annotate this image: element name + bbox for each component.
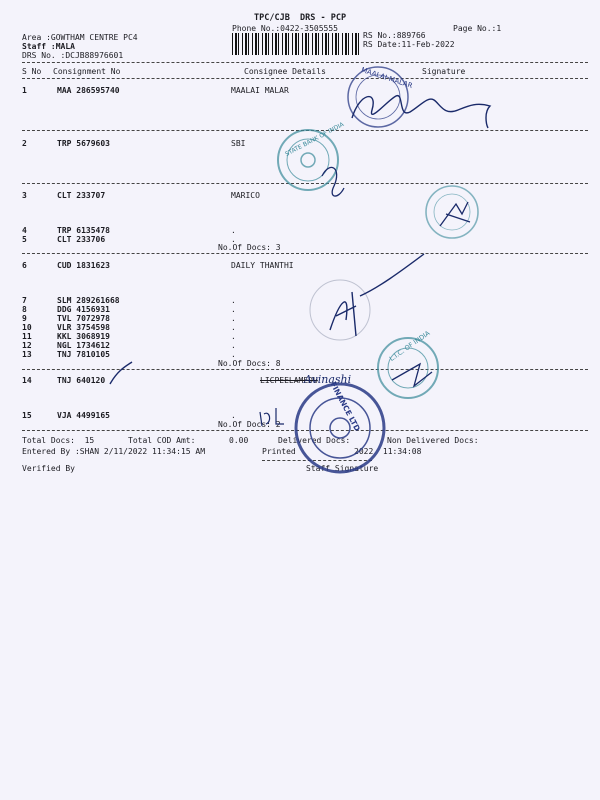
column-header-consignment: Consignment No bbox=[53, 67, 121, 76]
row-sno: 15 bbox=[22, 411, 32, 420]
signature-row-6 bbox=[330, 254, 424, 336]
rs-number: RS No.:889766 bbox=[363, 31, 426, 40]
row-consignee: SBI bbox=[231, 139, 246, 148]
row-consignment: SLM 289261668 bbox=[57, 296, 120, 305]
row-sno: 13 bbox=[22, 350, 32, 359]
row-consignee: . bbox=[231, 411, 236, 420]
row-consignment: CUD 1831623 bbox=[57, 261, 110, 270]
row-sno: 9 bbox=[22, 314, 27, 323]
page-number: Page No.:1 bbox=[453, 24, 502, 33]
entered-by: Entered By :SHAN 2/11/2022 11:34:15 AM bbox=[22, 447, 206, 456]
phone-number: Phone No.:0422-3505555 bbox=[232, 24, 338, 33]
non-delivered-docs: Non Delivered Docs: bbox=[387, 436, 479, 445]
row-consignee: . bbox=[231, 314, 236, 323]
row-sno: 3 bbox=[22, 191, 27, 200]
document-title: TPC/CJB DRS - PCP bbox=[254, 13, 347, 23]
row-consignee: . bbox=[231, 341, 236, 350]
sbi-stamp-label: STATE BANK OF INDIA bbox=[284, 121, 346, 158]
total-docs: Total Docs: 15 bbox=[22, 436, 95, 445]
row-sno: 8 bbox=[22, 305, 27, 314]
row-consignment: KKL 3068919 bbox=[57, 332, 110, 341]
signature-row-3 bbox=[440, 202, 470, 226]
row-consignee: . bbox=[231, 226, 236, 235]
row-consignee: . bbox=[231, 350, 236, 359]
drs-number: DRS No. :DCJB88976601 bbox=[22, 51, 124, 60]
total-cod-label: Total COD Amt: bbox=[128, 436, 196, 445]
row-consignee: . bbox=[231, 332, 236, 341]
daily-thanthi-stamp bbox=[310, 280, 370, 340]
row-consignment: TNJ 7810105 bbox=[57, 350, 110, 359]
row-sno: 11 bbox=[22, 332, 32, 341]
row-consignment: CLT 233706 bbox=[57, 235, 106, 244]
staff-signature-label: Staff Signature bbox=[306, 464, 379, 473]
row-consignment: TRP 6135478 bbox=[57, 226, 110, 235]
area-label: Area :GOWTHAM CENTRE PC4 bbox=[22, 33, 138, 42]
marico-stamp bbox=[426, 186, 478, 238]
row-sno: 4 bbox=[22, 226, 27, 235]
signature-row-15 bbox=[260, 408, 284, 426]
finance-stamp-label: FINANCE LTD bbox=[328, 380, 362, 433]
row-consignment: TVL 7072978 bbox=[57, 314, 110, 323]
rs-date: RS Date:11-Feb-2022 bbox=[363, 40, 455, 49]
row-sno: 1 bbox=[22, 86, 27, 95]
tick-row-13 bbox=[110, 362, 132, 384]
docs-count: No.Of Docs: 3 bbox=[218, 243, 281, 252]
row-consignment: CLT 233707 bbox=[57, 191, 106, 200]
docs-count: No.Of Docs: 2 bbox=[218, 420, 281, 429]
verified-by: Verified By bbox=[22, 464, 75, 473]
row-consignee: . bbox=[231, 235, 236, 244]
signature-row-2 bbox=[322, 167, 344, 196]
printed-time: 2022 11:34:08 bbox=[354, 447, 422, 456]
row-consignment: MAA 286595740 bbox=[57, 86, 120, 95]
column-header-sno: S No bbox=[22, 67, 42, 76]
signature-row-1 bbox=[352, 96, 490, 128]
row-consignment: VJA 4499165 bbox=[57, 411, 110, 420]
staff-label: Staff :MALA bbox=[22, 42, 75, 51]
row-sno: 2 bbox=[22, 139, 27, 148]
row-sno: 7 bbox=[22, 296, 27, 305]
row-consignee: . bbox=[231, 296, 236, 305]
signature-row-14 bbox=[392, 364, 432, 386]
lic-stamp-label: L.I.C. OF INDIA bbox=[387, 329, 432, 363]
row-consignee: MARICO bbox=[231, 191, 260, 200]
row-consignee: DAILY THANTHI bbox=[231, 261, 294, 270]
row-consignment: VLR 3754598 bbox=[57, 323, 110, 332]
column-header-signature: Signature bbox=[422, 67, 466, 76]
row-sno: 5 bbox=[22, 235, 27, 244]
row-consignment: DDG 4156931 bbox=[57, 305, 110, 314]
row-sno: 14 bbox=[22, 376, 32, 385]
row-consignee: . bbox=[231, 323, 236, 332]
row-consignment: TRP 5679603 bbox=[57, 139, 110, 148]
row-consignee: MAALAI MALAR bbox=[231, 86, 289, 95]
handwritten-name-row-14: Avinashi bbox=[304, 373, 352, 386]
row-sno: 10 bbox=[22, 323, 32, 332]
row-consignment: NGL 1734612 bbox=[57, 341, 110, 350]
total-cod-value: 0.00 bbox=[229, 436, 249, 445]
row-consignee: . bbox=[231, 305, 236, 314]
row-sno: 6 bbox=[22, 261, 27, 270]
printed-label: Printed bbox=[262, 447, 296, 456]
row-consignee: LICPEELAMEDU bbox=[260, 376, 318, 385]
delivered-docs: Delivered Docs: bbox=[278, 436, 351, 445]
row-consignment: TNJ 640120 bbox=[57, 376, 106, 385]
column-header-consignee: Consignee Details bbox=[244, 67, 326, 76]
row-sno: 12 bbox=[22, 341, 32, 350]
docs-count: No.Of Docs: 8 bbox=[218, 359, 281, 368]
maalai-stamp-label: MAALAI MALAR bbox=[360, 65, 414, 91]
